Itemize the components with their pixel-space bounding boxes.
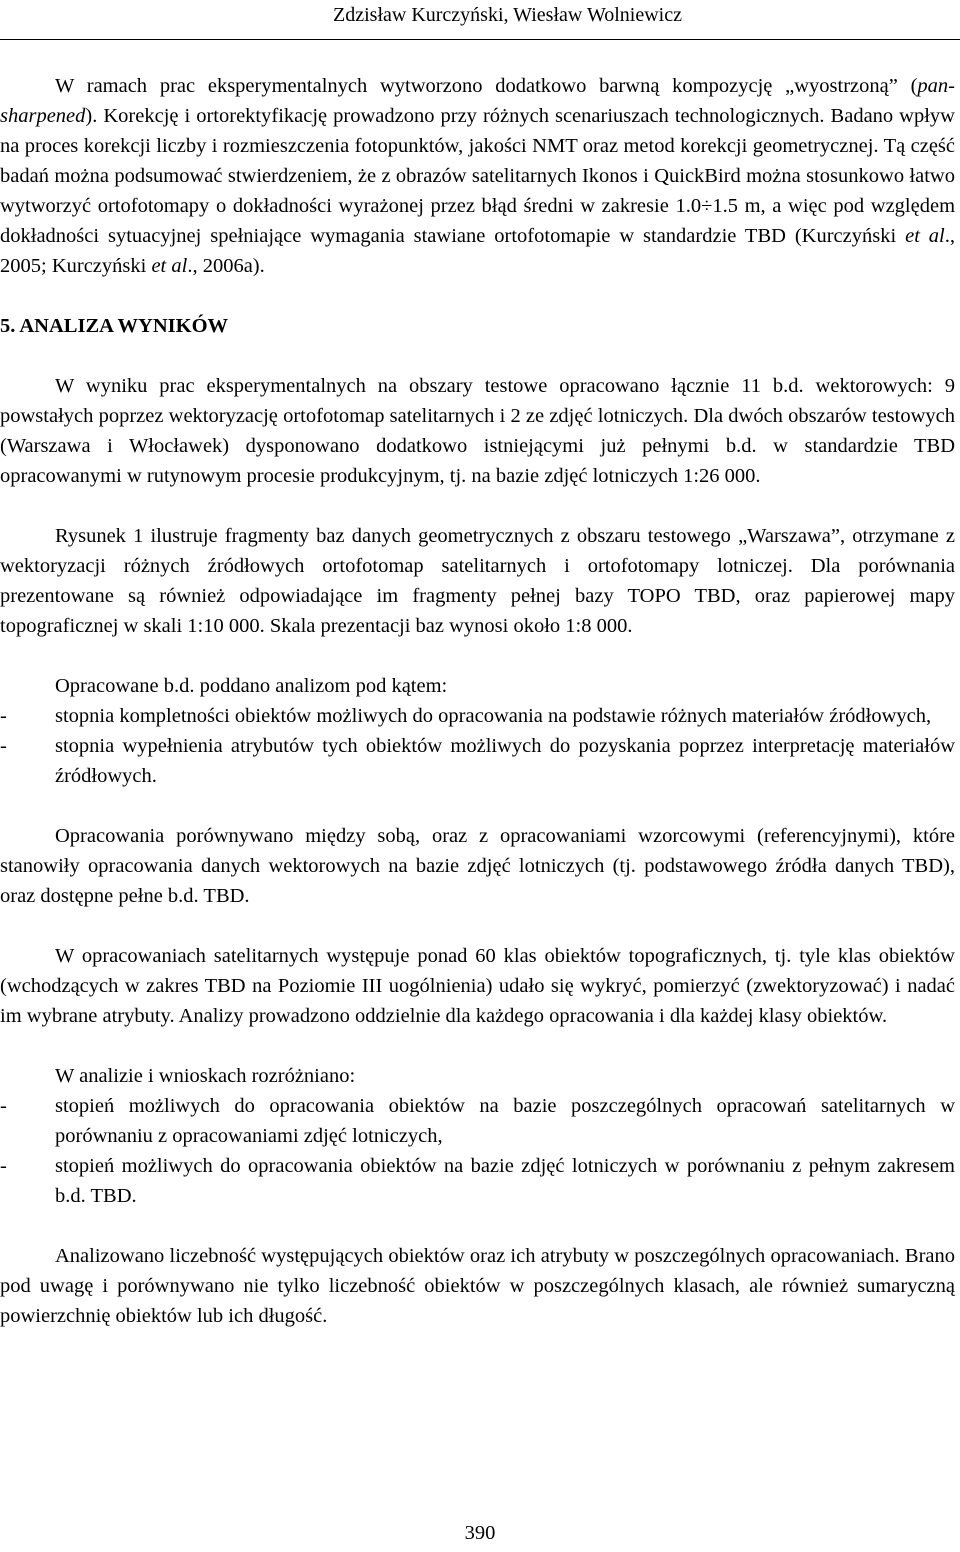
paragraph-analysis-intro: Opracowane b.d. poddano analizom pod kątem: [55, 675, 448, 697]
list-dash: - [0, 1155, 7, 1177]
distinction-list [0, 1091, 955, 1211]
header-rule [0, 39, 960, 40]
list-item [0, 1151, 955, 1211]
section-number: 5. [0, 315, 16, 337]
paragraph-distinction-intro: W analizie i wnioskach rozróżniano: [55, 1065, 356, 1087]
running-header: Zdzisław Kurczyński, Wiesław Wolniewicz [333, 4, 682, 26]
list-item-text: stopień możliwych do opracowania obiektów na bazie poszczególnych opracowań satelitarnych w porównaniu z opracowaniami zdjęć lotniczych, [55, 1095, 955, 1147]
paragraph-results: W wyniku prac eksperymentalnych na obszary testowe opracowano łącznie 11 b.d. wektorowych: 9 powstałych poprzez wektoryzację ortofotomap satelitarnych i 2 ze zdjęć lotniczych. Dla dwóch obszarów testowych (Warszawa i Włocławek) dysponowano dodatkowo istniejącymi już pełnymi b.d. w standardzie TBD opracowanymi w rutynowym procesie produkcyjnym, tj. na bazie zdjęć lotniczych 1:26 000. [0, 375, 955, 487]
list-item-text: stopień możliwych do opracowania obiektów na bazie zdjęć lotniczych w porównaniu z pełnym zakresem b.d. TBD. [55, 1155, 955, 1207]
paragraph-counts: Analizowano liczebność występujących obiektów oraz ich atrybuty w poszczególnych opracowaniach. Brano pod uwagę i porównywano nie tylko liczebność obiektów w poszczególnych klasach, ale również sumaryczną powierzchnię obiektów lub ich długość. [0, 1245, 955, 1327]
analysis-criteria-list [0, 701, 955, 791]
paragraph-classes: W opracowaniach satelitarnych występuje ponad 60 klas obiektów topograficznych, tj. tyle klas obiektów (wchodzących w zakres TBD na Poziomie III uogólnienia) udało się wykryć, pomierzyć (zwektoryzować) i nadać im wybrane atrybuty. Analizy prowadzono oddzielnie dla każdego opracowania i dla każdej klasy obiektów. [0, 945, 955, 1027]
text-span: ., 2005; Kurczyński [0, 225, 955, 277]
list-dash: - [0, 735, 7, 757]
list-dash: - [0, 1095, 7, 1117]
text-span: 1.5 m, a więc pod względem dokładności sytuacyjnej spełniające wymagania stawiane ortofotomapie w standardzie TBD (Kurczyński [0, 195, 956, 247]
section-title: ANALIZA WYNIKÓW [19, 315, 229, 337]
division-sign: ÷ [701, 195, 713, 217]
text-span: ., 2006a). [187, 255, 265, 277]
italic-citation: et al [905, 225, 945, 247]
list-dash: - [0, 705, 7, 727]
italic-citation: et al [151, 255, 188, 277]
list-item-text: stopnia wypełnienia atrybutów tych obiektów możliwych do pozyskania poprzez interpretację materiałów źródłowych. [55, 735, 955, 787]
paragraph-pan-sharpened [0, 71, 955, 281]
text-span: W ramach prac eksperymentalnych wytworzono dodatkowo barwną kompozycję „wyostrzoną” ( [55, 75, 918, 97]
italic-term: pan-sharpened [0, 75, 955, 127]
list-item [0, 731, 955, 791]
page-number: 390 [464, 1522, 496, 1544]
list-item-text: stopnia kompletności obiektów możliwych do opracowania na podstawie różnych materiałów źródłowych, [55, 705, 932, 727]
text-span: ). Korekcję i ortorektyfikację prowadzono przy różnych scenariuszach technologicznych. Badano wpływ na proces korekcji liczby i rozmieszczenia fotopunktów, jakości NMT oraz metod korekcji geometrycznej. Tą część badań można podsumować stwierdzeniem, że z obrazów satelitarnych Ikonos i QuickBird można stosunkowo łatwo wytworzyć ortofotomapy o dokładności wyrażonej przez błąd średni w zakresie 1.0 [0, 105, 955, 217]
page-body [0, 71, 955, 1331]
section-heading [0, 311, 955, 341]
list-item [0, 1091, 955, 1151]
paragraph-figure-1: Rysunek 1 ilustruje fragmenty baz danych geometrycznych z obszaru testowego „Warszawa”, otrzymane z wektoryzacji różnych źródłowych ortofotomap satelitarnych i ortofotomapy lotniczej. Dla porównania prezentowane są również odpowiadające im fragmenty pełnej bazy TOPO TBD, oraz papierowej mapy topograficznej w skali 1:10 000. Skala prezentacji baz wynosi około 1:8 000. [0, 525, 955, 637]
list-item [0, 701, 955, 731]
paragraph-comparison: Opracowania porównywano między sobą, oraz z opracowaniami wzorcowymi (referencyjnymi), które stanowiły opracowania danych wektorowych na bazie zdjęć lotniczych (tj. podstawowego źródła danych TBD), oraz dostępne pełne b.d. TBD. [0, 825, 955, 907]
